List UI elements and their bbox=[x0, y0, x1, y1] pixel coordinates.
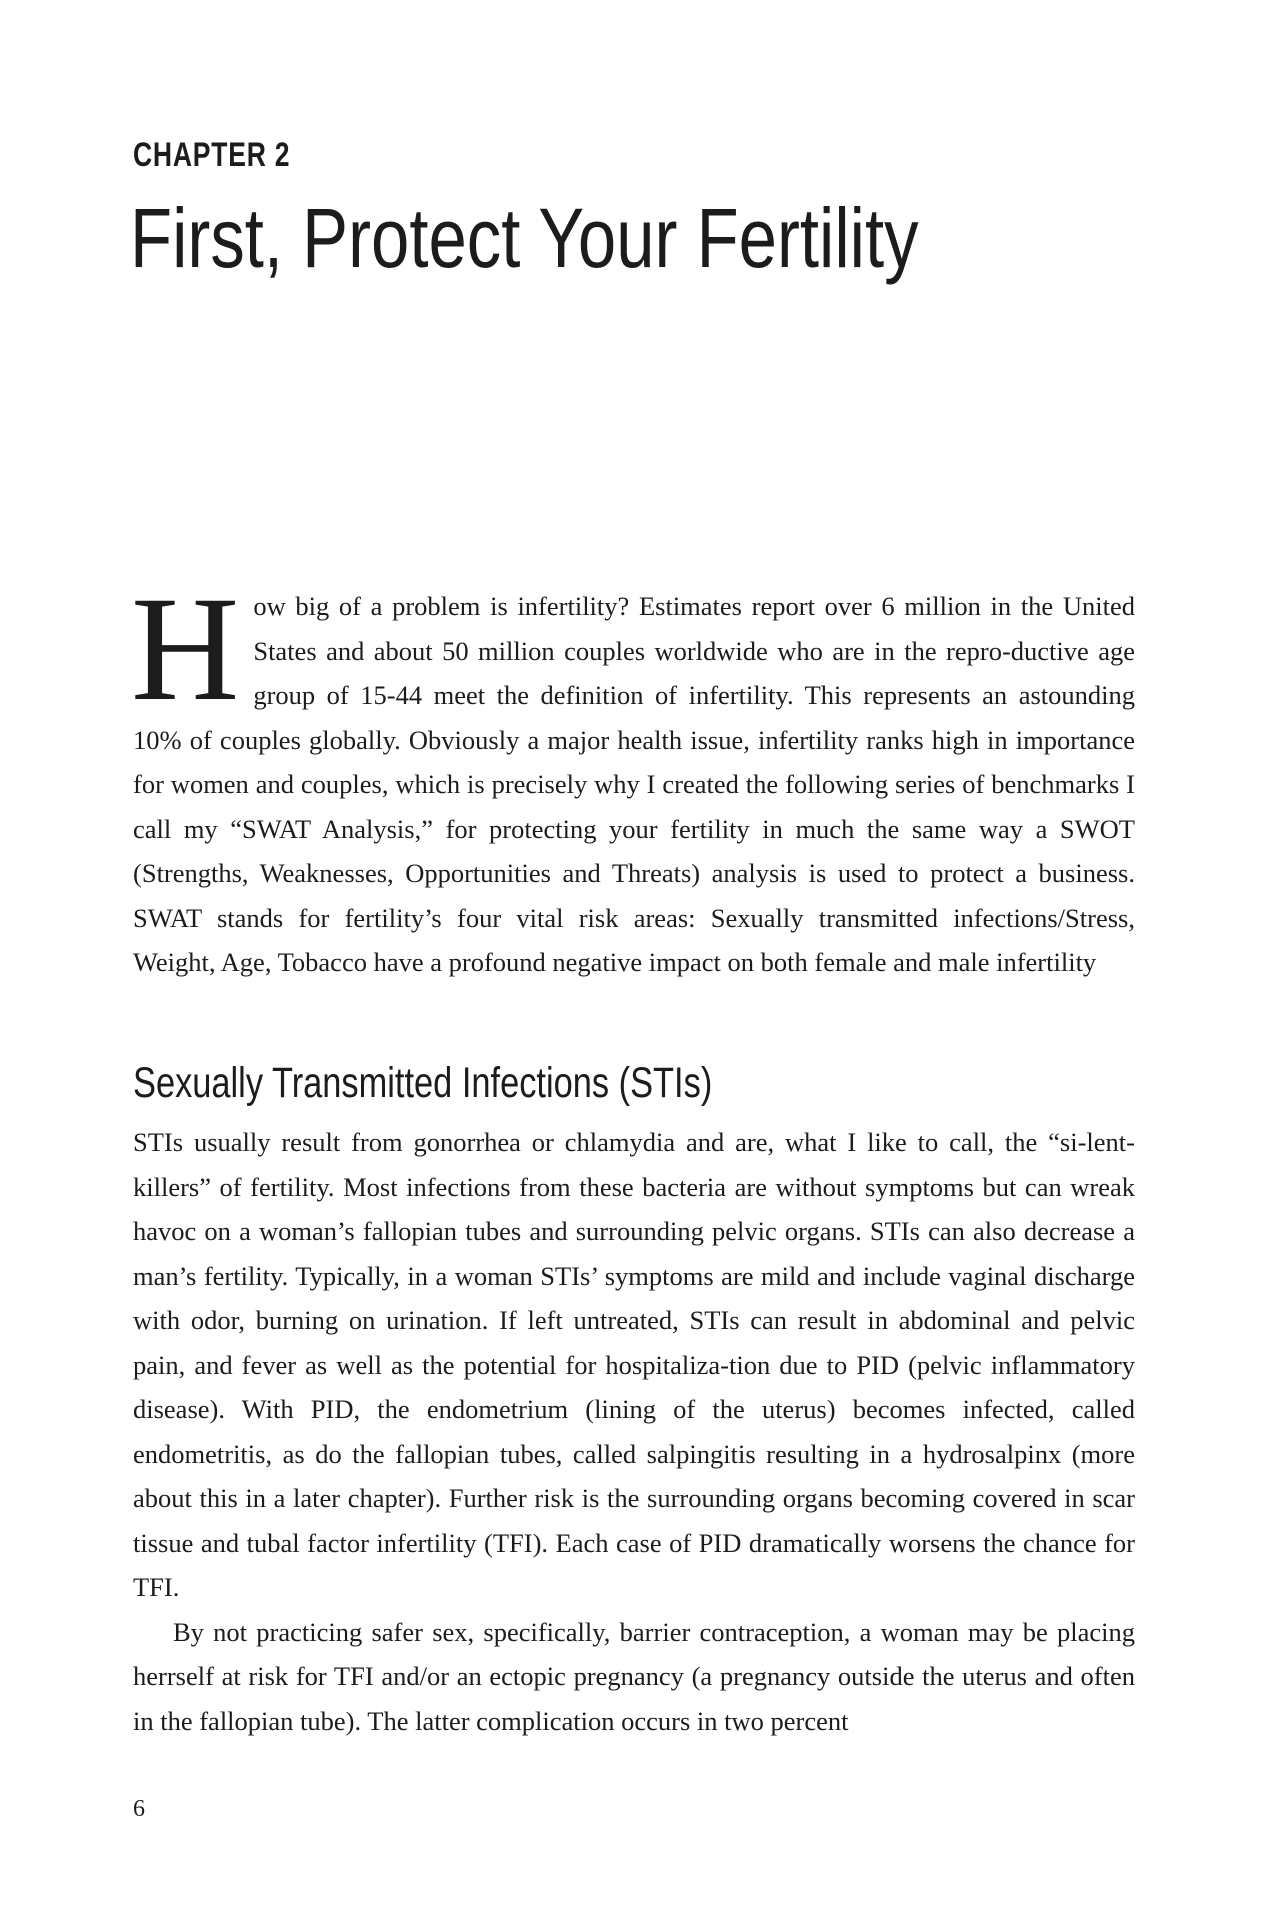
drop-cap: H bbox=[131, 566, 240, 732]
chapter-title: First, Protect Your Fertility bbox=[130, 191, 919, 285]
section-heading: Sexually Transmitted Infections (STIs) bbox=[133, 1059, 713, 1107]
intro-paragraph bbox=[131, 566, 1135, 985]
intro-text: ow big of a problem is infertility? Estimates report over 6 million in the United States and about 50 million couples worldwide who are in the repro-ductive age group of 15-44 meet the definition of infertility. This represents an astounding 10% of couples globally. Obviously a major health issue, infertility ranks high in importance for women and couples, which is precisely why I created the following series of benchmarks I call my “SWAT Analysis,” for protecting your fertility in much the same way a SWOT (Strengths, Weaknesses, Opportunities and Threats) analysis is used to protect a business. SWAT stands for fertility’s four vital risk areas: Sexually transmitted infections/Stress, Weight, Age, Tobacco have a profound negative impact on both female and male infertility bbox=[133, 591, 1135, 977]
body-paragraph: By not practicing safer sex, specifically, barrier contraception, a woman may be placing herrself at risk for TFI and/or an ectopic pregnancy (a pregnancy outside the uterus and often in the fallopian tube). The latter complication occurs in two percent bbox=[133, 1616, 1135, 1736]
section-body bbox=[133, 1120, 1135, 1743]
chapter-label: CHAPTER 2 bbox=[133, 136, 291, 174]
page-number: 6 bbox=[133, 1796, 145, 1822]
body-paragraph: STIs usually result from gonorrhea or chlamydia and are, what I like to call, the “si-lent-killers” of fertility. Most infections from these bacteria are without symptoms but can wreak havoc on a woman’s fallopian tubes and surrounding pelvic organs. STIs can also decrease a man’s fertility. Typically, in a woman STIs’ symptoms are mild and include vaginal discharge with odor, burning on urination. If left untreated, STIs can result in abdominal and pelvic pain, and fever as well as the potential for hospitaliza-tion due to PID (pelvic inflammatory disease). With PID, the endometrium (lining of the uterus) becomes infected, called endometritis, as do the fallopian tubes, called salpingitis resulting in a hydrosalpinx (more about this in a later chapter). Further risk is the surrounding organs becoming covered in scar tissue and tubal factor infertility (TFI). Each case of PID dramatically worsens the chance for TFI. bbox=[133, 1127, 1135, 1602]
